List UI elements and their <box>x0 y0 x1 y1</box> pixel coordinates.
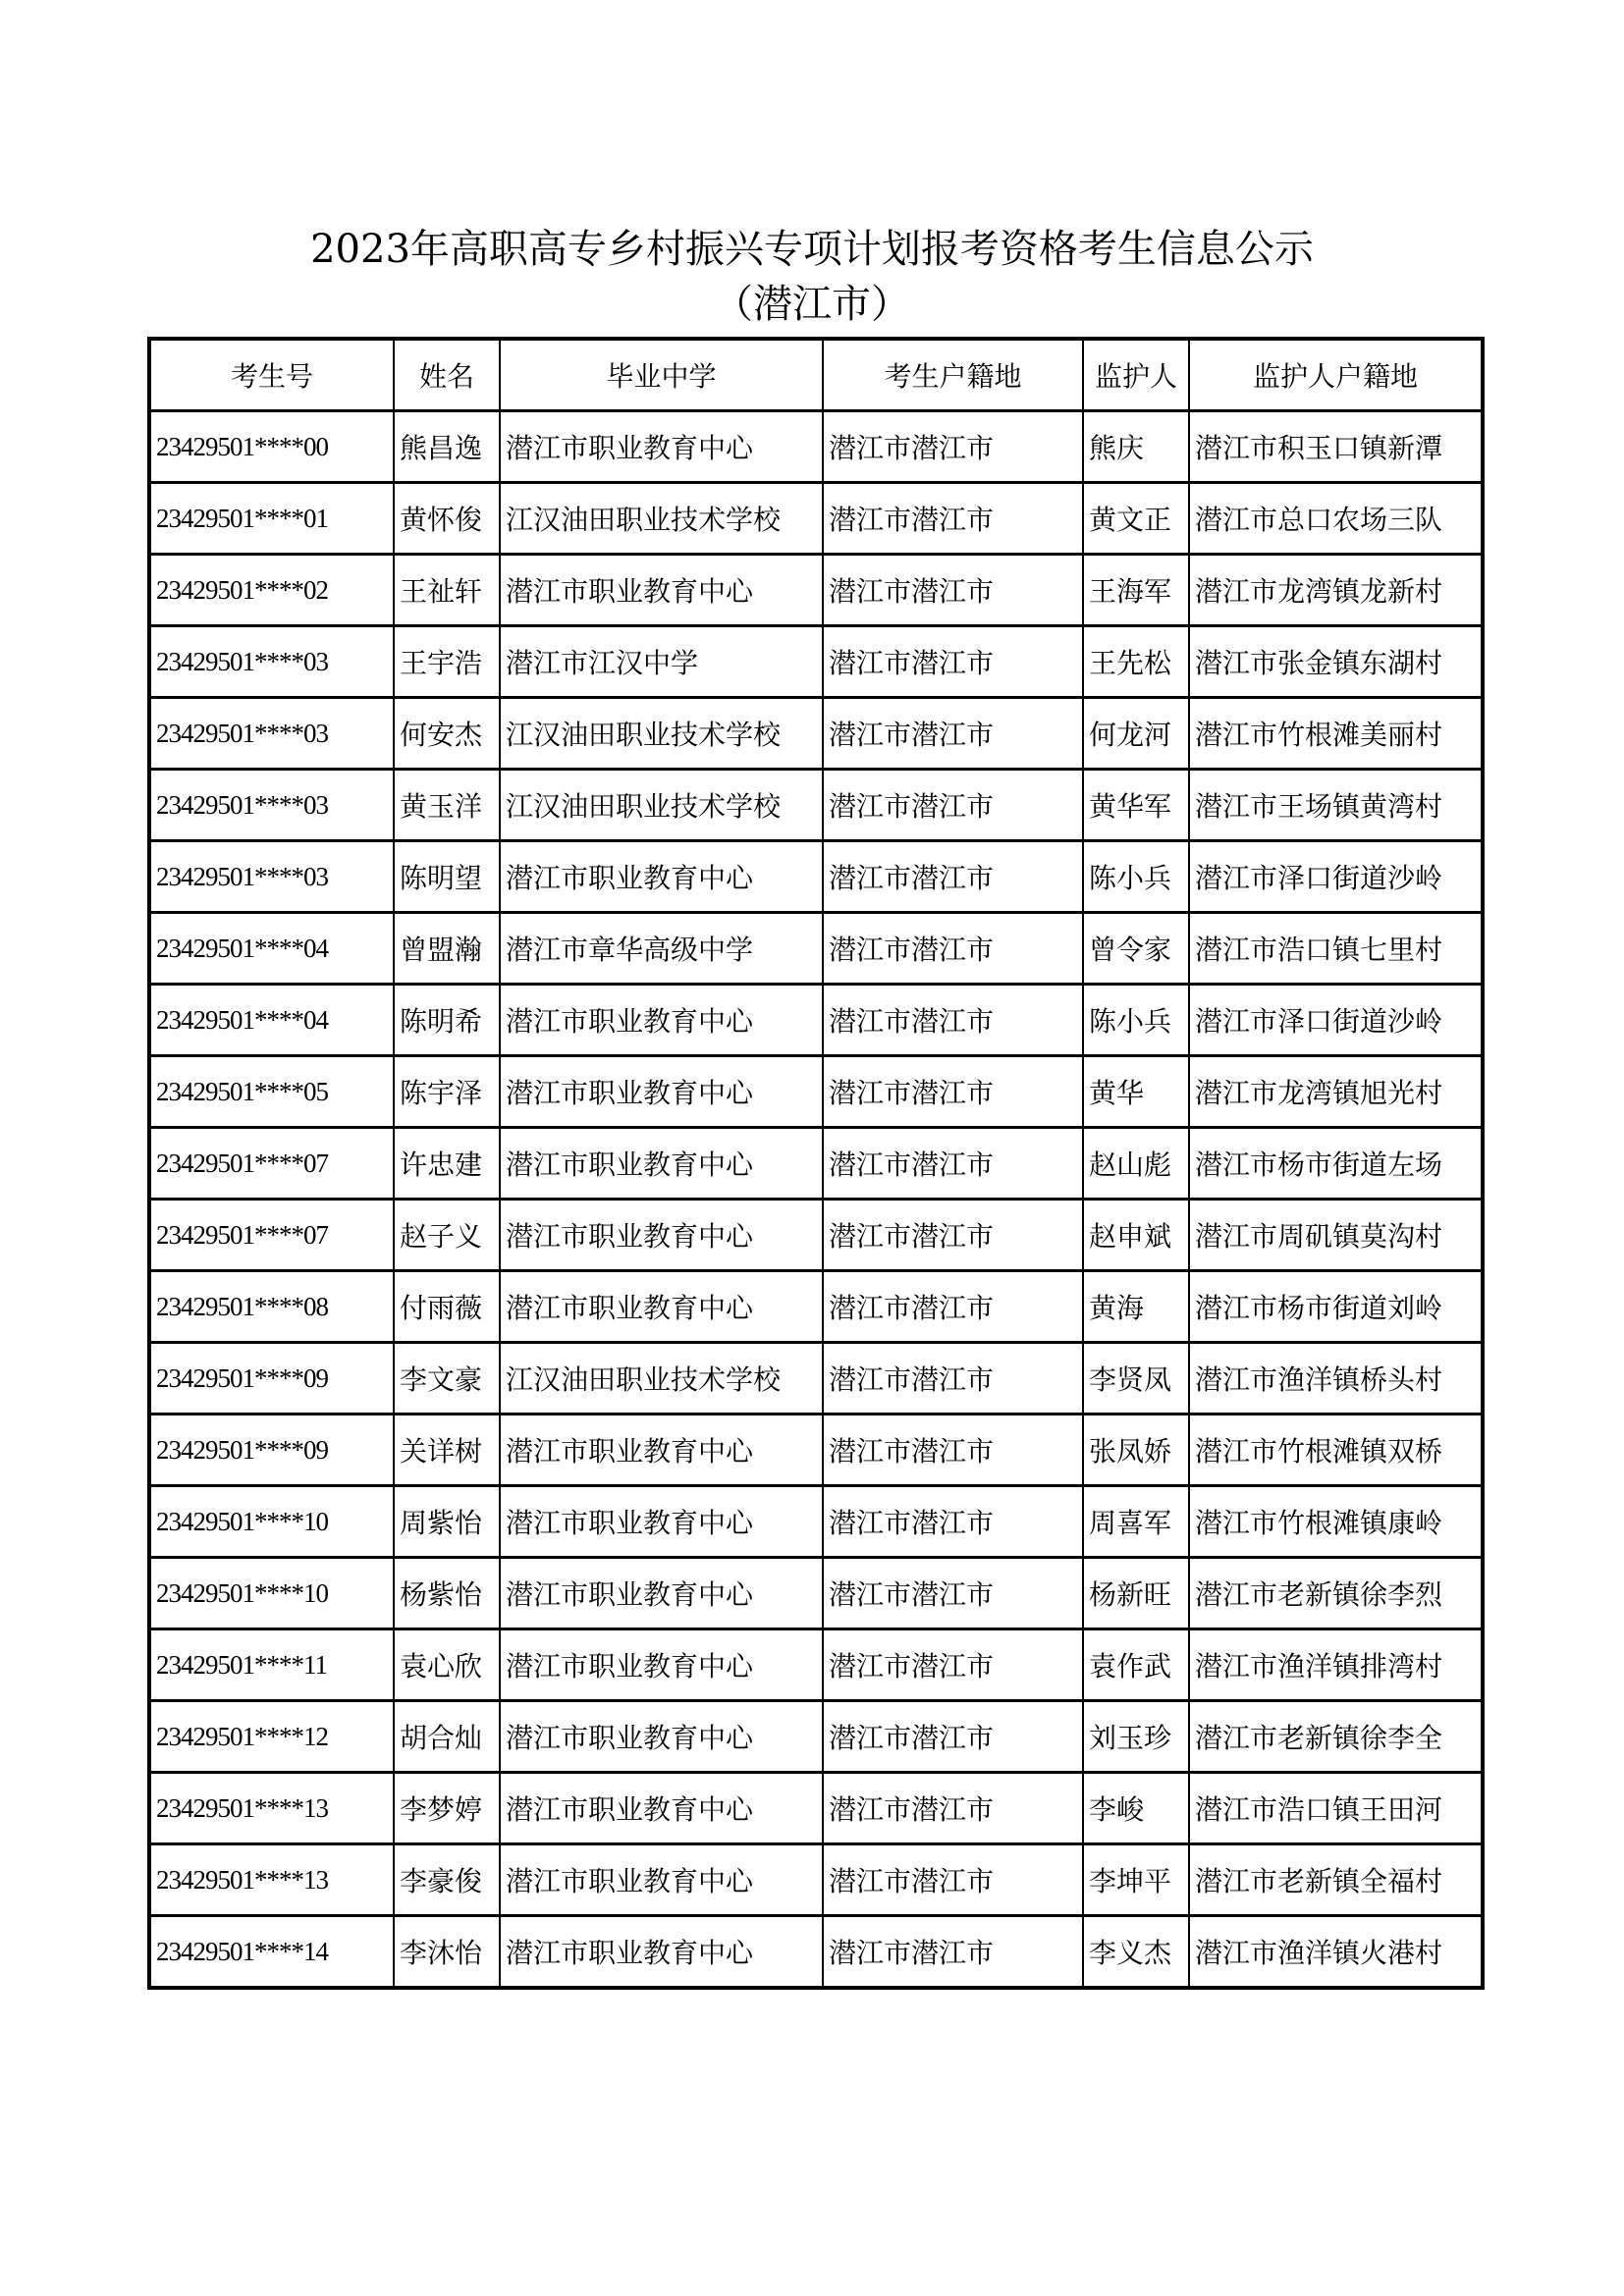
household-cell: 潜江市潜江市 <box>823 1200 1083 1271</box>
table-row <box>149 411 1483 483</box>
exam-number-cell: 23429501****13 <box>149 1844 394 1916</box>
exam-number-cell: 23429501****12 <box>149 1701 394 1773</box>
household-cell: 潜江市潜江市 <box>823 1629 1083 1701</box>
household-cell: 潜江市潜江市 <box>823 698 1083 770</box>
household-cell: 潜江市潜江市 <box>823 1056 1083 1128</box>
table-row <box>149 841 1483 913</box>
exam-number-cell: 23429501****08 <box>149 1271 394 1343</box>
guardian-cell: 黄文正 <box>1083 483 1189 555</box>
guardian-cell: 李义杰 <box>1083 1916 1189 1989</box>
guardian-cell: 周喜军 <box>1083 1486 1189 1558</box>
name-cell: 李沐怡 <box>394 1916 500 1989</box>
guardian-cell: 王海军 <box>1083 555 1189 626</box>
household-cell: 潜江市潜江市 <box>823 1271 1083 1343</box>
table-row <box>149 1701 1483 1773</box>
guardian-cell: 黄华 <box>1083 1056 1189 1128</box>
exam-number-cell: 23429501****03 <box>149 698 394 770</box>
exam-number-cell: 23429501****09 <box>149 1343 394 1415</box>
household-cell: 潜江市潜江市 <box>823 985 1083 1056</box>
table-row <box>149 1773 1483 1844</box>
name-cell: 关详树 <box>394 1415 500 1486</box>
name-cell: 熊昌逸 <box>394 411 500 483</box>
household-cell: 潜江市潜江市 <box>823 770 1083 841</box>
exam-number-cell: 23429501****02 <box>149 555 394 626</box>
guardian-household-cell: 潜江市渔洋镇火港村 <box>1189 1916 1483 1989</box>
header-guardian: 监护人 <box>1083 339 1189 411</box>
table-row <box>149 913 1483 985</box>
name-cell: 杨紫怡 <box>394 1558 500 1629</box>
exam-number-cell: 23429501****09 <box>149 1415 394 1486</box>
table-row <box>149 1343 1483 1415</box>
school-cell: 江汉油田职业技术学校 <box>500 698 823 770</box>
name-cell: 王祉轩 <box>394 555 500 626</box>
table-header-row <box>149 339 1483 411</box>
header-exam-number: 考生号 <box>149 339 394 411</box>
table-row <box>149 1558 1483 1629</box>
school-cell: 潜江市职业教育中心 <box>500 1271 823 1343</box>
exam-number-cell: 23429501****07 <box>149 1128 394 1200</box>
name-cell: 李豪俊 <box>394 1844 500 1916</box>
guardian-cell: 张凤娇 <box>1083 1415 1189 1486</box>
guardian-household-cell: 潜江市竹根滩美丽村 <box>1189 698 1483 770</box>
school-cell: 潜江市职业教育中心 <box>500 1056 823 1128</box>
household-cell: 潜江市潜江市 <box>823 411 1083 483</box>
exam-number-cell: 23429501****03 <box>149 626 394 698</box>
header-household: 考生户籍地 <box>823 339 1083 411</box>
guardian-household-cell: 潜江市竹根滩镇康岭 <box>1189 1486 1483 1558</box>
exam-number-cell: 23429501****11 <box>149 1629 394 1701</box>
guardian-household-cell: 潜江市总口农场三队 <box>1189 483 1483 555</box>
school-cell: 潜江市职业教育中心 <box>500 411 823 483</box>
exam-number-cell: 23429501****04 <box>149 985 394 1056</box>
name-cell: 黄玉洋 <box>394 770 500 841</box>
table-row <box>149 626 1483 698</box>
household-cell: 潜江市潜江市 <box>823 1701 1083 1773</box>
exam-number-cell: 23429501****13 <box>149 1773 394 1844</box>
guardian-household-cell: 潜江市泽口街道沙岭 <box>1189 841 1483 913</box>
guardian-household-cell: 潜江市老新镇徐李烈 <box>1189 1558 1483 1629</box>
table-row <box>149 985 1483 1056</box>
name-cell: 陈明望 <box>394 841 500 913</box>
table-row <box>149 770 1483 841</box>
name-cell: 何安杰 <box>394 698 500 770</box>
exam-number-cell: 23429501****01 <box>149 483 394 555</box>
name-cell: 赵子义 <box>394 1200 500 1271</box>
table-row <box>149 483 1483 555</box>
household-cell: 潜江市潜江市 <box>823 1128 1083 1200</box>
name-cell: 陈明希 <box>394 985 500 1056</box>
school-cell: 潜江市职业教育中心 <box>500 1916 823 1989</box>
school-cell: 潜江市职业教育中心 <box>500 985 823 1056</box>
table-row <box>149 1200 1483 1271</box>
name-cell: 周紫怡 <box>394 1486 500 1558</box>
guardian-cell: 曾令家 <box>1083 913 1189 985</box>
table-row <box>149 1486 1483 1558</box>
exam-number-cell: 23429501****00 <box>149 411 394 483</box>
school-cell: 潜江市职业教育中心 <box>500 555 823 626</box>
header-name: 姓名 <box>394 339 500 411</box>
household-cell: 潜江市潜江市 <box>823 1486 1083 1558</box>
guardian-household-cell: 潜江市泽口街道沙岭 <box>1189 985 1483 1056</box>
guardian-household-cell: 潜江市积玉口镇新潭 <box>1189 411 1483 483</box>
name-cell: 李梦婷 <box>394 1773 500 1844</box>
guardian-household-cell: 潜江市渔洋镇排湾村 <box>1189 1629 1483 1701</box>
guardian-household-cell: 潜江市老新镇全福村 <box>1189 1844 1483 1916</box>
school-cell: 潜江市职业教育中心 <box>500 1415 823 1486</box>
school-cell: 潜江市职业教育中心 <box>500 1844 823 1916</box>
guardian-household-cell: 潜江市龙湾镇龙新村 <box>1189 555 1483 626</box>
guardian-cell: 袁作武 <box>1083 1629 1189 1701</box>
household-cell: 潜江市潜江市 <box>823 1415 1083 1486</box>
school-cell: 潜江市职业教育中心 <box>500 1558 823 1629</box>
household-cell: 潜江市潜江市 <box>823 483 1083 555</box>
exam-number-cell: 23429501****14 <box>149 1916 394 1989</box>
guardian-household-cell: 潜江市渔洋镇桥头村 <box>1189 1343 1483 1415</box>
school-cell: 江汉油田职业技术学校 <box>500 1343 823 1415</box>
school-cell: 潜江市章华高级中学 <box>500 913 823 985</box>
guardian-household-cell: 潜江市竹根滩镇双桥 <box>1189 1415 1483 1486</box>
household-cell: 潜江市潜江市 <box>823 626 1083 698</box>
guardian-household-cell: 潜江市老新镇徐李全 <box>1189 1701 1483 1773</box>
household-cell: 潜江市潜江市 <box>823 1773 1083 1844</box>
household-cell: 潜江市潜江市 <box>823 1343 1083 1415</box>
exam-number-cell: 23429501****10 <box>149 1558 394 1629</box>
guardian-cell: 李峻 <box>1083 1773 1189 1844</box>
exam-number-cell: 23429501****05 <box>149 1056 394 1128</box>
school-cell: 潜江市职业教育中心 <box>500 1200 823 1271</box>
table-row <box>149 698 1483 770</box>
guardian-cell: 赵山彪 <box>1083 1128 1189 1200</box>
guardian-household-cell: 潜江市周矶镇莫沟村 <box>1189 1200 1483 1271</box>
guardian-cell: 赵申斌 <box>1083 1200 1189 1271</box>
school-cell: 潜江市职业教育中心 <box>500 1486 823 1558</box>
school-cell: 潜江市江汉中学 <box>500 626 823 698</box>
name-cell: 付雨薇 <box>394 1271 500 1343</box>
guardian-household-cell: 潜江市浩口镇王田河 <box>1189 1773 1483 1844</box>
school-cell: 潜江市职业教育中心 <box>500 1701 823 1773</box>
guardian-cell: 李贤凤 <box>1083 1343 1189 1415</box>
exam-number-cell: 23429501****04 <box>149 913 394 985</box>
header-school: 毕业中学 <box>500 339 823 411</box>
guardian-cell: 杨新旺 <box>1083 1558 1189 1629</box>
exam-number-cell: 23429501****07 <box>149 1200 394 1271</box>
guardian-cell: 熊庆 <box>1083 411 1189 483</box>
name-cell: 陈宇泽 <box>394 1056 500 1128</box>
guardian-household-cell: 潜江市杨市街道左场 <box>1189 1128 1483 1200</box>
school-cell: 江汉油田职业技术学校 <box>500 770 823 841</box>
guardian-cell: 陈小兵 <box>1083 985 1189 1056</box>
name-cell: 王宇浩 <box>394 626 500 698</box>
page-title: 2023年高职高专乡村振兴专项计划报考资格考生信息公示 <box>310 227 1314 272</box>
guardian-cell: 刘玉珍 <box>1083 1701 1189 1773</box>
school-cell: 潜江市职业教育中心 <box>500 1128 823 1200</box>
guardian-household-cell: 潜江市张金镇东湖村 <box>1189 626 1483 698</box>
header-guardian-household: 监护人户籍地 <box>1189 339 1483 411</box>
guardian-cell: 黄海 <box>1083 1271 1189 1343</box>
name-cell: 李文豪 <box>394 1343 500 1415</box>
name-cell: 曾盟瀚 <box>394 913 500 985</box>
guardian-cell: 何龙河 <box>1083 698 1189 770</box>
guardian-cell: 李坤平 <box>1083 1844 1189 1916</box>
guardian-cell: 陈小兵 <box>1083 841 1189 913</box>
candidate-table <box>147 337 1485 1990</box>
table-row <box>149 1916 1483 1989</box>
household-cell: 潜江市潜江市 <box>823 913 1083 985</box>
name-cell: 许忠建 <box>394 1128 500 1200</box>
household-cell: 潜江市潜江市 <box>823 555 1083 626</box>
table-row <box>149 1271 1483 1343</box>
table-row <box>149 1128 1483 1200</box>
exam-number-cell: 23429501****10 <box>149 1486 394 1558</box>
exam-number-cell: 23429501****03 <box>149 770 394 841</box>
exam-number-cell: 23429501****03 <box>149 841 394 913</box>
table-row <box>149 1629 1483 1701</box>
table-row <box>149 1844 1483 1916</box>
school-cell: 潜江市职业教育中心 <box>500 1629 823 1701</box>
household-cell: 潜江市潜江市 <box>823 841 1083 913</box>
guardian-household-cell: 潜江市杨市街道刘岭 <box>1189 1271 1483 1343</box>
table-row <box>149 555 1483 626</box>
household-cell: 潜江市潜江市 <box>823 1844 1083 1916</box>
table-row <box>149 1056 1483 1128</box>
school-cell: 潜江市职业教育中心 <box>500 1773 823 1844</box>
name-cell: 黄怀俊 <box>394 483 500 555</box>
guardian-cell: 王先松 <box>1083 626 1189 698</box>
household-cell: 潜江市潜江市 <box>823 1558 1083 1629</box>
guardian-household-cell: 潜江市龙湾镇旭光村 <box>1189 1056 1483 1128</box>
school-cell: 江汉油田职业技术学校 <box>500 483 823 555</box>
page-subtitle: （潜江市） <box>714 282 910 327</box>
table-row <box>149 1415 1483 1486</box>
guardian-household-cell: 潜江市王场镇黄湾村 <box>1189 770 1483 841</box>
name-cell: 袁心欣 <box>394 1629 500 1701</box>
guardian-household-cell: 潜江市浩口镇七里村 <box>1189 913 1483 985</box>
household-cell: 潜江市潜江市 <box>823 1916 1083 1989</box>
name-cell: 胡合灿 <box>394 1701 500 1773</box>
school-cell: 潜江市职业教育中心 <box>500 841 823 913</box>
guardian-cell: 黄华军 <box>1083 770 1189 841</box>
